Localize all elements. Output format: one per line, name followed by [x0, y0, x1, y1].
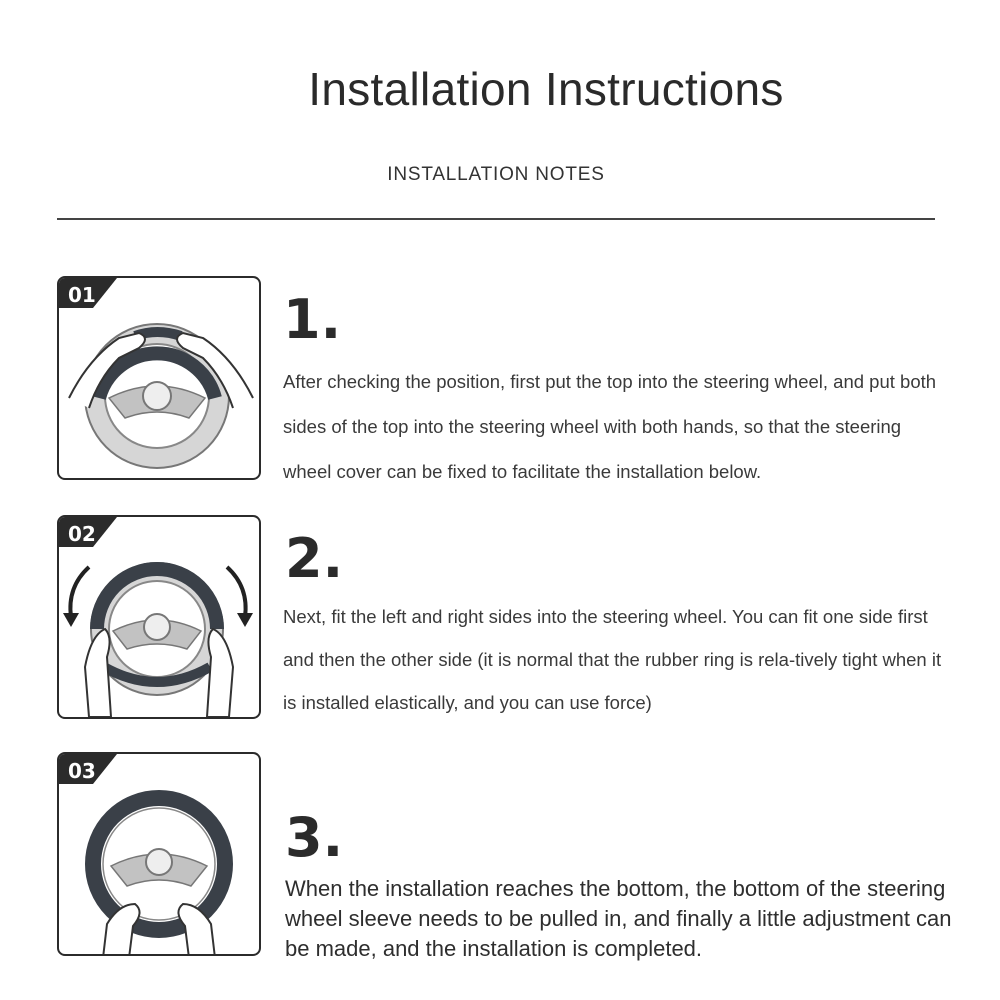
step-1-number: 1.: [283, 288, 342, 351]
step-2-illustration: [57, 515, 261, 719]
steering-wheel-top-icon: [59, 278, 261, 480]
svg-text:02: 02: [68, 522, 96, 546]
divider: [57, 218, 935, 220]
step-1-illustration: [57, 276, 261, 480]
step-3-illustration: [57, 752, 261, 956]
page-title: Installation Instructions: [308, 63, 784, 115]
steering-wheel-sides-icon: [59, 517, 261, 719]
step-2-number: 2.: [285, 527, 344, 590]
steering-wheel-bottom-icon: [59, 754, 261, 956]
step-2-text: Next, fit the left and right sides into the steering wheel. You can fit one side first and then the other side (it is normal that the rubber ring is rela-tively tight when it is installed elastically, and you can use force): [283, 606, 942, 713]
step-3-number: 3.: [285, 806, 344, 869]
svg-text:01: 01: [68, 283, 96, 307]
svg-text:03: 03: [68, 759, 96, 783]
step-3-text: When the installation reaches the bottom, the bottom of the steering wheel sleeve needs to be pulled in, and finally a little adjustment can be made, and the installation is completed.: [285, 876, 952, 961]
step-1-text: After checking the position, first put the top into the steering wheel, and put both sides of the top into the steering wheel with both hands, so that the steering wheel cover can be fixed to facilitate the installation below.: [283, 371, 937, 482]
page-subtitle: INSTALLATION NOTES: [387, 164, 605, 185]
